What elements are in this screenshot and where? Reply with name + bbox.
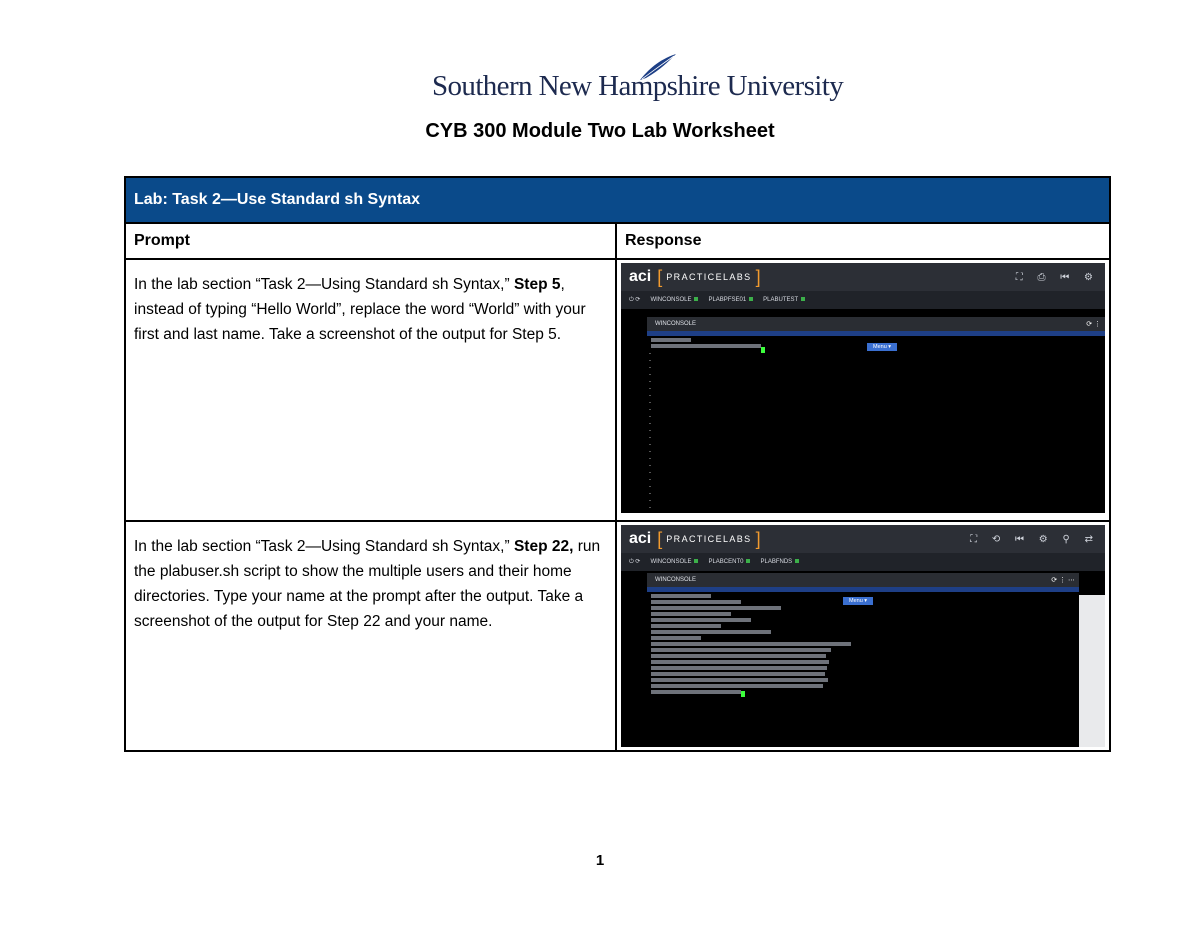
terminal-controls-icon: ⟳ ⋮	[1086, 321, 1102, 328]
prompt-step: Step 22,	[513, 538, 574, 555]
device-tab-bar	[621, 553, 1105, 571]
quill-icon	[638, 52, 678, 82]
terminal-address-bar	[647, 331, 1105, 336]
prompt-text: run the plabuser.sh script to show the multiple users and their home directories. Type your name at the prompt after the output. Take a screenshot of the output for Step 22 and your name.	[134, 538, 601, 630]
terminal-cursor	[761, 347, 765, 353]
prompt-text: In the lab section “Task 2—Using Standard sh Syntax,”	[134, 538, 514, 555]
prompt-text: , instead of typing “Hello World”, replace the word “World” with your first and last name. Take a screenshot of the output for Step 5.	[134, 276, 586, 343]
device-tab: PLABFNDS	[760, 559, 799, 565]
terminal-line	[651, 344, 761, 348]
device-tab: PLABPFSE01	[708, 297, 753, 303]
practicelabs-header: aci [ PRACTICELABS ] ⛶ ⟲ ⏮ ⚙ ⚲ ⇄	[621, 525, 1105, 553]
terminal-line	[651, 338, 691, 342]
menu-button: Menu ▾	[867, 343, 897, 351]
practicelabs-header: aci [ PRACTICELABS ] ⛶ ⎙ ⏮ ⚙	[621, 263, 1105, 291]
practicelabs-logo: PRACTICELABS	[666, 272, 752, 282]
table-row	[125, 259, 1110, 521]
power-icon: ⏻ ⟳	[629, 559, 641, 565]
terminal-window	[647, 317, 1105, 513]
prompt-text: In the lab section “Task 2—Using Standard sh Syntax,”	[134, 276, 514, 293]
column-header-prompt: Prompt	[125, 223, 616, 259]
section-title: Lab: Task 2—Use Standard sh Syntax	[125, 177, 1110, 223]
window-controls-icon: ⛶ ⟲ ⏮ ⚙ ⚲ ⇄	[970, 533, 1100, 545]
terminal-controls-icon: ⟳ ⋮ ⋯	[1051, 577, 1076, 584]
line-number-gutter	[649, 353, 651, 509]
response-cell	[616, 259, 1110, 521]
aci-logo: aci	[629, 530, 652, 547]
page-number: 1	[595, 852, 605, 869]
university-logo	[432, 52, 844, 104]
document-title: CYB 300 Module Two Lab Worksheet	[425, 120, 775, 142]
terminal-cursor	[741, 691, 745, 697]
lab-worksheet-table	[124, 176, 1111, 752]
response-cell	[616, 521, 1110, 751]
scrollbar	[1079, 595, 1105, 747]
terminal-window	[647, 573, 1079, 747]
screenshot-practicelabs-step22	[621, 525, 1105, 747]
column-header-response: Response	[616, 223, 1110, 259]
prompt-cell	[125, 259, 616, 521]
power-icon: ⏻ ⟳	[629, 297, 641, 303]
device-tab: WINCONSOLE	[650, 297, 698, 303]
device-tab-bar	[621, 291, 1105, 309]
prompt-cell	[125, 521, 616, 751]
terminal-title: WINCONSOLE	[655, 321, 697, 327]
terminal-address-bar	[647, 587, 1079, 592]
menu-button: Menu ▾	[843, 597, 873, 605]
aci-logo: aci	[629, 268, 652, 285]
window-controls-icon: ⛶ ⎙ ⏮ ⚙	[1015, 271, 1100, 283]
terminal-title: WINCONSOLE	[655, 577, 697, 583]
device-tab: PLABCENT0	[708, 559, 750, 565]
device-tab: PLABUTEST	[763, 297, 805, 303]
screenshot-practicelabs-step5	[621, 263, 1105, 513]
practicelabs-logo: PRACTICELABS	[666, 534, 752, 544]
device-tab: WINCONSOLE	[650, 559, 698, 565]
prompt-step: Step 5	[513, 276, 561, 293]
logo-text: Southern New Hampshire University	[432, 70, 844, 102]
table-row	[125, 521, 1110, 751]
